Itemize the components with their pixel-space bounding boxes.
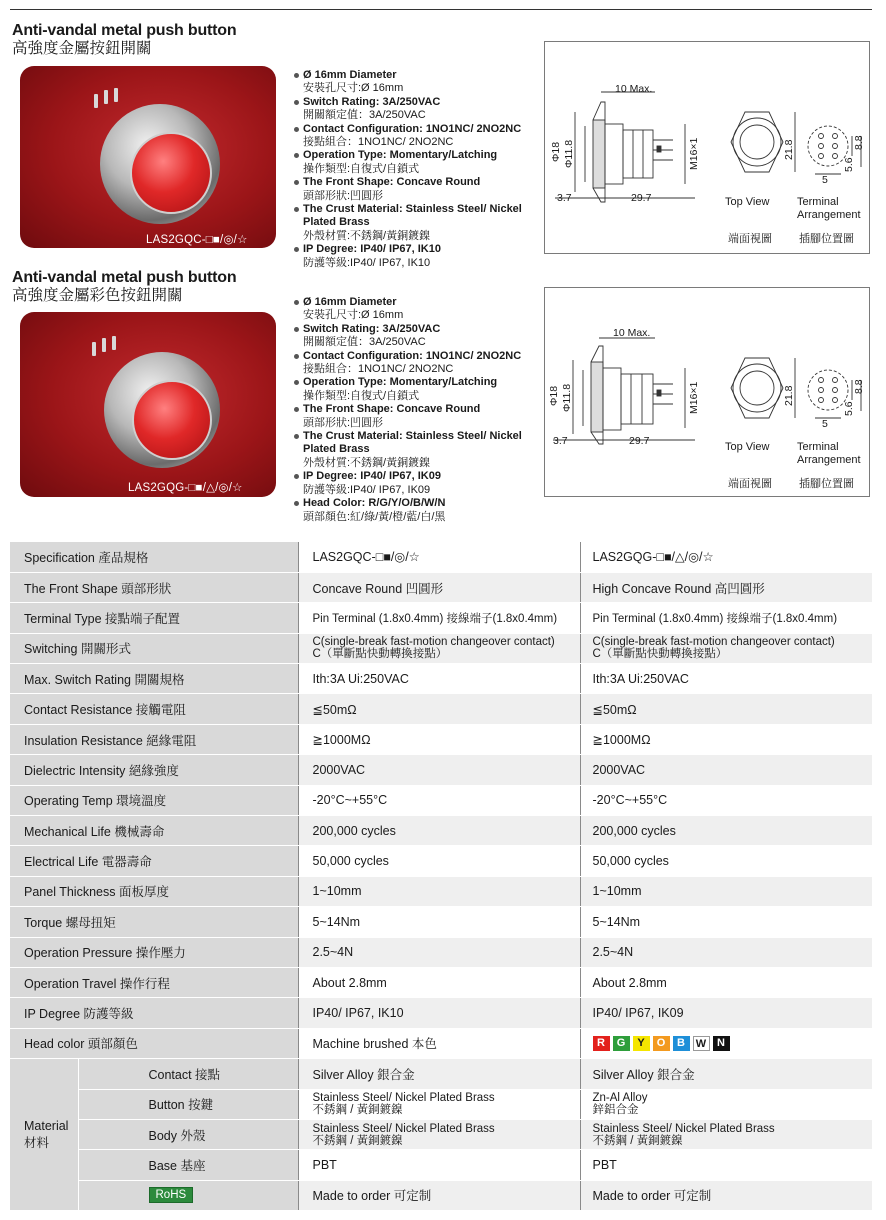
rohs-badge: RoHS	[149, 1187, 194, 1203]
spec-item: The Front Shape: Concave Round 頭部形狀:凹圓形	[294, 176, 539, 203]
product-1-title-en: Anti-vandal metal push button	[12, 22, 237, 39]
table-row: Mechanical Life 機械壽命 200,000 cycles 200,000 cycles	[10, 816, 872, 846]
spec-item: Head Color: R/G/Y/O/B/W/N 頭部顏色:紅/綠/黃/橙/藍/白/黑	[294, 497, 539, 524]
spec-item: Ø 16mm Diameter 安裝孔尺寸:Ø 16mm	[294, 296, 539, 323]
product-1-photo	[20, 66, 276, 248]
product-2-title-en: Anti-vandal metal push button	[12, 269, 237, 286]
table-row: Head color 頭部顏色 Machine brushed 本色 R G Y O B W N	[10, 1028, 872, 1058]
table-row: Terminal Type 接點端子配置 Pin Terminal (1.8x0.4mm) 接線端子(1.8x0.4mm) Pin Terminal (1.8x0.4mm) 接線端子(1.8x0.4mm)	[10, 603, 872, 633]
spec-item: Ø 16mm Diameter 安裝孔尺寸:Ø 16mm	[294, 69, 539, 96]
color-swatch: G	[613, 1036, 630, 1051]
terminal-label-zh: 插腳位置圖	[799, 233, 854, 245]
top-rule	[10, 9, 872, 10]
spec-item: Operation Type: Momentary/Latching 操作類型:自復式/自鎖式	[294, 376, 539, 403]
table-row: Operation Travel 操作行程 About 2.8mm About 2.8mm	[10, 967, 872, 997]
table-row: RoHS Made to order 可定制 Made to order 可定制	[10, 1180, 872, 1210]
spec-item: IP Degree: IP40/ IP67, IK10 防護等級:IP40/ IP67, IK10	[294, 243, 539, 270]
product-2-model: LAS2GQG-□■/△/◎/☆	[128, 482, 243, 494]
table-row: Button 按鍵 Stainless Steel/ Nickel Plated Brass 不銹鋼 / 黃銅鍍鎳 Zn-Al Alloy 鋅鋁合金	[10, 1089, 872, 1119]
table-row: The Front Shape 頭部形狀 Concave Round 凹圓形 High Concave Round 高凹圓形	[10, 572, 872, 602]
product-2-specs	[294, 296, 539, 524]
head-color-swatches	[580, 1028, 872, 1058]
spec-item: Operation Type: Momentary/Latching 操作類型:自復式/自鎖式	[294, 149, 539, 176]
spec-item: IP Degree: IP40/ IP67, IK09 防護等級:IP40/ IP67, IK09	[294, 470, 539, 497]
product-2-drawing: 10 Max. Φ18 Φ11.8 M16×1 3.7 29.7 21.8 8.8 5.6 5 Top View Terminal Arrangement 端面視圖 插腳位置圖	[544, 287, 870, 497]
table-row: Torque 螺母扭矩 5~14Nm 5~14Nm	[10, 907, 872, 937]
table-row: Material 材料 Contact 接點 Silver Alloy 銀合金 Silver Alloy 銀合金	[10, 1059, 872, 1089]
color-swatch: W	[693, 1036, 710, 1051]
table-row: Operating Temp 環境溫度 -20°C~+55°C -20°C~+55°C	[10, 785, 872, 815]
table-row: Electrical Life 電器壽命 50,000 cycles 50,000 cycles	[10, 846, 872, 876]
table-row: IP Degree 防護等級 IP40/ IP67, IK10 IP40/ IP67, IK09	[10, 998, 872, 1028]
product-1-model: LAS2GQC-□■/◎/☆	[146, 234, 248, 246]
material-group-label: Material 材料	[10, 1059, 78, 1211]
table-row: Panel Thickness 面板厚度 1~10mm 1~10mm	[10, 876, 872, 906]
spec-item: The Crust Material: Stainless Steel/ Nickel Plated Brass 外殼材質:不銹鋼/黃銅鍍鎳	[294, 430, 539, 470]
product-2-title-zh: 高強度金屬彩色按鈕開關	[12, 287, 183, 304]
terminal-label: Terminal Arrangement	[797, 196, 861, 221]
color-swatch: Y	[633, 1036, 650, 1051]
color-swatch: O	[653, 1036, 670, 1051]
spec-item: Switch Rating: 3A/250VAC 開關額定值：3A/250VAC	[294, 323, 539, 350]
product-2-photo	[20, 312, 276, 497]
table-row: Specification 產品規格 LAS2GQC-□■/◎/☆ LAS2GQG-□■/△/◎/☆	[10, 542, 872, 572]
table-row: Switching 開關形式 C(single-break fast-motion changeover contact) C（單斷點快動轉換接點） C(single-break fast-motion changeover contact) C（單斷點快動轉換接點）	[10, 633, 872, 663]
color-swatch: N	[713, 1036, 730, 1051]
table-row: Max. Switch Rating 開關規格 Ith:3A Ui:250VAC Ith:3A Ui:250VAC	[10, 664, 872, 694]
spec-item: Switch Rating: 3A/250VAC 開關額定值：3A/250VAC	[294, 96, 539, 123]
color-swatch: R	[593, 1036, 610, 1051]
table-row: Dielectric Intensity 絕緣強度 2000VAC 2000VAC	[10, 755, 872, 785]
top-view-label-zh: 端面視圖	[728, 478, 772, 490]
product-1-specs	[294, 69, 539, 270]
table-row: Contact Resistance 接觸電阻 ≦50mΩ ≦50mΩ	[10, 694, 872, 724]
table-row: Base 基座 PBT PBT	[10, 1150, 872, 1180]
spec-item: Contact Configuration: 1NO1NC/ 2NO2NC 接點組合：1NO1NC/ 2NO2NC	[294, 123, 539, 150]
terminal-label: Terminal Arrangement	[797, 441, 861, 466]
spec-item: The Crust Material: Stainless Steel/ Nickel Plated Brass 外殼材質:不銹鋼/黃銅鍍鎳	[294, 203, 539, 243]
top-view-label: Top View	[725, 196, 770, 208]
spec-item: Contact Configuration: 1NO1NC/ 2NO2NC 接點組合：1NO1NC/ 2NO2NC	[294, 350, 539, 377]
table-row: Operation Pressure 操作壓力 2.5~4N 2.5~4N	[10, 937, 872, 967]
color-swatch: B	[673, 1036, 690, 1051]
terminal-label-zh: 插腳位置圖	[799, 478, 854, 490]
spec-item: The Front Shape: Concave Round 頭部形狀:凹圓形	[294, 403, 539, 430]
product-1-title-zh: 高強度金屬按鈕開關	[12, 40, 152, 57]
product-1-drawing: 10 Max. Φ18 Φ11.8 M16×1 3.7 29.7 21.8 8.8 5.6 5 Top View Terminal Arrangement 端面視圖 插腳位置圖	[544, 41, 870, 254]
table-row: Insulation Resistance 絕緣電阻 ≧1000MΩ ≧1000MΩ	[10, 724, 872, 754]
top-view-label-zh: 端面視圖	[728, 233, 772, 245]
spec-table	[10, 542, 872, 1211]
table-row: Body 外殼 Stainless Steel/ Nickel Plated Brass 不銹鋼 / 黃銅鍍鎳 Stainless Steel/ Nickel Plated Brass 不銹鋼 / 黃銅鍍鎳	[10, 1119, 872, 1149]
top-view-label: Top View	[725, 441, 770, 453]
